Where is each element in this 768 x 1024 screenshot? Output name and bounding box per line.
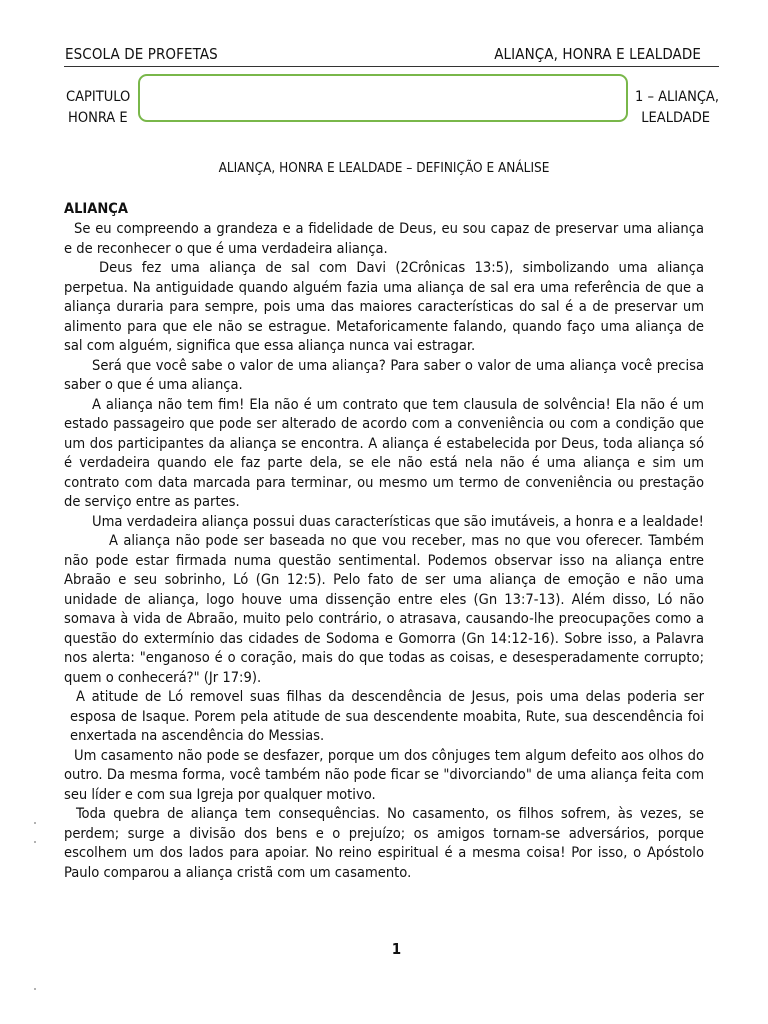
chapter-label-right-1: 1 – ALIANÇA,: [635, 89, 719, 105]
paragraph: A atitude de Ló removel suas filhas da descendência de Jesus, pois uma delas poderia ser esposa de Isaque. Porem pela atitude de sua descendente moabita, Rute, sua descendência foi enxertada na ascendência do Messias.: [70, 688, 704, 744]
scan-speck: [34, 822, 36, 824]
paragraph: Um casamento não pode se desfazer, porque um dos cônjuges tem algum defeito aos olhos do outro. Da mesma forma, você também não pode ficar se "divorciando" de uma aliança feita com seu líder e com sua Igreja por qualquer motivo.: [64, 746, 704, 803]
document-title: ALIANÇA, HONRA E LEALDADE – DEFINIÇÃO E ANÁLISE: [218, 160, 550, 176]
scan-speck: [34, 988, 36, 990]
paragraph: A aliança não pode ser baseada no que vou receber, mas no que vou oferecer. Também não pode estar firmada numa questão sentimental. Podemos observar isso na aliança entre Abraão e seu sobrinho, Ló (Gn 12:5). Pelo fato de ser uma aliança de emoção e não uma unidade de aliança, logo houve uma dissenção entre eles (Gn 13:7-13). Além disso, Ló não somava à vida de Abraão, muito pelo contrário, o atrasava, causando-lhe preocupações como a questão do extermínio das cidades de Sodoma e Gomorra (Gn 14:12-16). Sobre isso, a Palavra nos alerta: "enganoso é o coração, mais do que todas as coisas, e desesperadamente corrupto; quem o conhecerá?" (Jr 17:9).: [64, 532, 704, 686]
chapter-label-right-2: LEALDADE: [641, 110, 710, 126]
document-body: [64, 219, 704, 882]
chapter-title-box: [138, 74, 628, 122]
paragraph: Se eu compreendo a grandeza e a fidelidade de Deus, eu sou capaz de preservar uma aliança e de reconhecer o que é uma verdadeira aliança.: [64, 220, 704, 257]
header-divider: [64, 66, 719, 67]
paragraph: Deus fez uma aliança de sal com Davi (2Crônicas 13:5), simbolizando uma aliança perpetua. Na antiguidade quando alguém fazia uma aliança de sal era uma referência de que a aliança duraria para sempre, pois uma das maiores características do sal é a de preservar um alimento para que ele não se estrague. Metaforicamente falando, quando faço uma aliança de sal com alguém, significa que essa aliança nunca vai estragar.: [64, 259, 704, 354]
paragraph: A aliança não tem fim! Ela não é um contrato que tem clausula de solvência! Ela não é um estado passageiro que pode ser alterado de acordo com a conveniência ou com a condição que um dos participantes da aliança se encontra. A aliança é estabelecida por Deus, toda aliança só é verdadeira quando ele faz parte dela, se ele não está nela não é uma aliança e sim um contrato com data marcada para terminar, ou mesmo um termo de conveniência ou prestação de serviço entre as partes.: [64, 395, 704, 510]
paragraph: Uma verdadeira aliança possui duas características que são imutáveis, a honra e a lealdade!: [92, 512, 704, 530]
scan-speck: [34, 841, 36, 843]
chapter-label-left-1: CAPITULO: [66, 89, 131, 105]
chapter-label-left-2: HONRA E: [68, 110, 128, 126]
section-heading: ALIANÇA: [64, 201, 128, 217]
document-header-left: ESCOLA DE PROFETAS: [65, 45, 218, 63]
paragraph: Toda quebra de aliança tem consequências. No casamento, os filhos sofrem, às vezes, se perdem; surge a divisão dos bens e o prejuízo; os amigos tornam-se adversários, porque escolhem um dos lados para apoiar. No reino espiritual é a mesma coisa! Por isso, o Apóstolo Paulo comparou a aliança cristã com um casamento.: [64, 805, 704, 881]
page-number: 1: [391, 940, 402, 958]
paragraph: Será que você sabe o valor de uma aliança? Para saber o valor de uma aliança você precisa saber o que é uma aliança.: [64, 356, 704, 393]
document-header-right: ALIANÇA, HONRA E LEALDADE: [494, 45, 701, 63]
